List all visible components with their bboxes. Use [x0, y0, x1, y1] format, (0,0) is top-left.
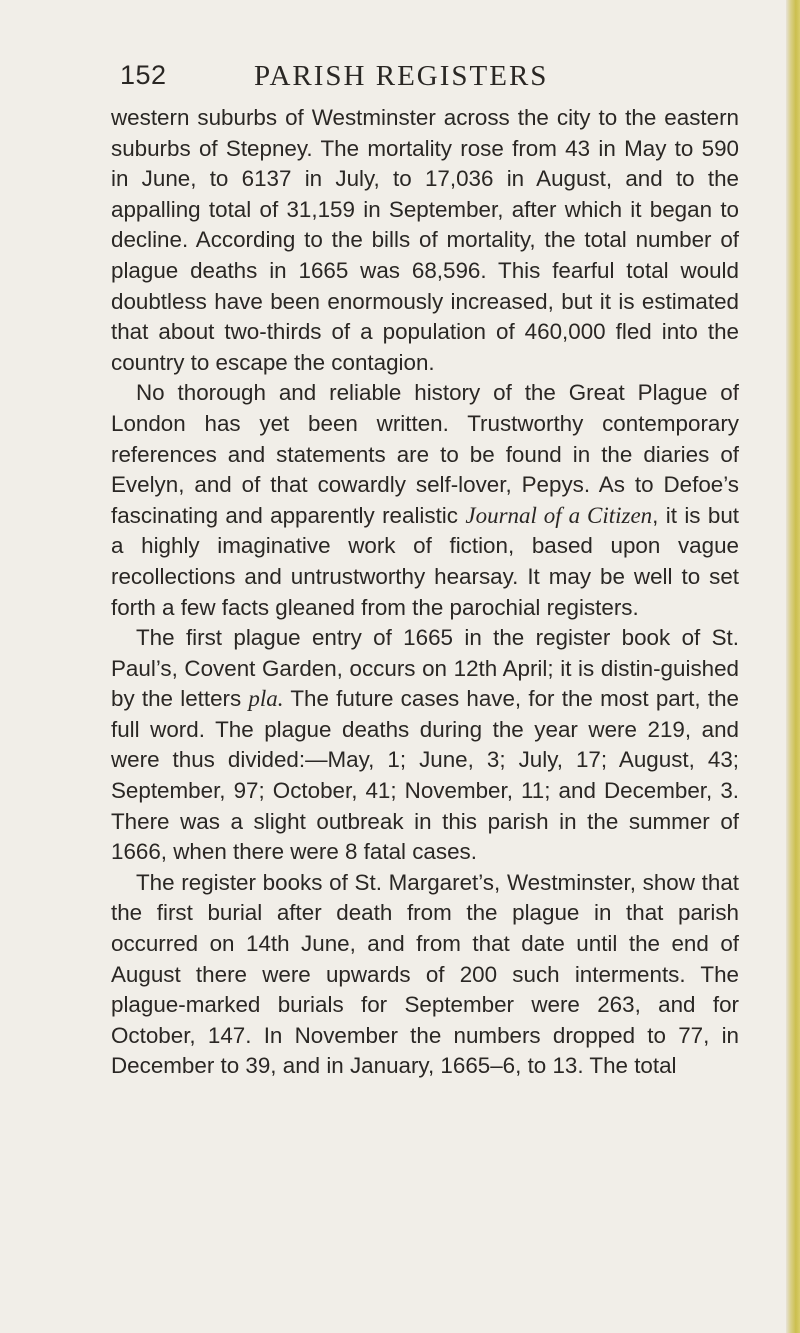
paragraph-3-text-a: The first plague entry of 1665 in the register book of St. Paul’s, Covent Garden, occurs on 12th April; it is distin-guished by the letters — [111, 625, 739, 712]
paragraph-1 — [111, 103, 739, 378]
page-edge — [786, 0, 800, 1333]
running-head: PARISH REGISTERS — [254, 60, 549, 92]
body-text — [111, 103, 739, 1082]
page-header — [120, 60, 740, 100]
paragraph-1-text: western suburbs of Westminster across the city to the eastern suburbs of Stepney. The mortality rose from 43 in May to 590 in June, to 6137 in July, to 17,036 in August, and to the appalling total of 31,159 in September, after which it began to decline. According to the bills of mortality, the total number of plague deaths in 1665 was 68,596. This fearful total would doubtless have been enormously increased, but it is estimated that about two-thirds of a population of 460,000 fled into the country to escape the contagion. — [111, 105, 739, 375]
paragraph-2 — [111, 378, 739, 623]
paragraph-4-text: The register books of St. Margaret’s, Westminster, show that the first burial after death from the plague in that parish occurred on 14th June, and from that date until the end of August there were upwards of 200 such interments. The plague-marked burials for September were 263, and for October, 147. In November the numbers dropped to 77, in December to 39, and in January, 1665–6, to 13. The total — [111, 869, 739, 1079]
paragraph-2-text-b: , it is but a highly imaginative work of fiction, based upon vague recollections and untrustworthy hearsay. It may be well to set forth a few facts gleaned from the parochial registers. — [111, 502, 739, 620]
paragraph-4 — [111, 868, 739, 1082]
page-number: 152 — [120, 60, 167, 90]
paragraph-3-italic: pla. — [248, 686, 284, 712]
paragraph-3 — [111, 623, 739, 868]
paragraph-3-text-b: The future cases have, for the most part, the full word. The plague deaths during the year were 219, and were thus divided:—May, 1; June, 3; July, 17; August, 43; September, 97; October, 41; November, 11; and December, 3. There was a slight outbreak in this parish in the summer of 1666, when there were 8 fatal cases. — [111, 686, 739, 865]
paragraph-2-text-a: No thorough and reliable history of the Great Plague of London has yet been written. Trustworthy contemporary references and statements are to be found in the diaries of Evelyn, and of that cowardly self-lover, Pepys. As to Defoe’s fascinating and apparently realistic — [111, 380, 739, 528]
paragraph-2-italic: Journal of a Citizen — [465, 502, 653, 528]
